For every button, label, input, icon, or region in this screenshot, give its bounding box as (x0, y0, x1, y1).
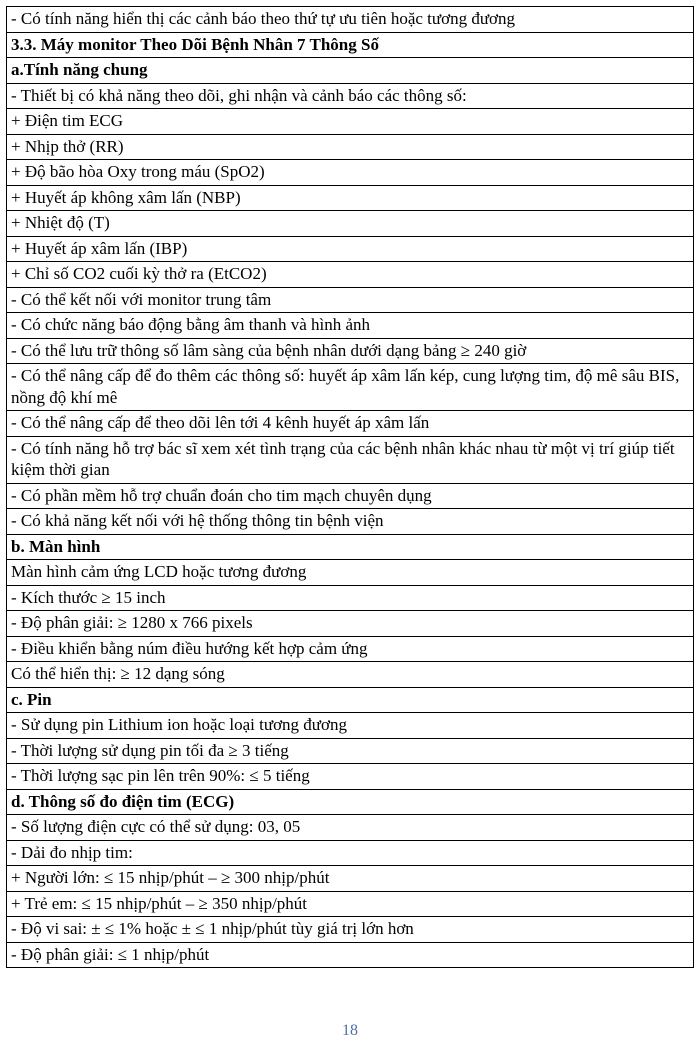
spec-item: - Có thể lưu trữ thông số lâm sàng của bệnh nhân dưới dạng bảng ≥ 240 giờ (7, 338, 694, 364)
spec-item: - Dải đo nhịp tim: (7, 840, 694, 866)
spec-item: - Có thể nâng cấp để đo thêm các thông số: huyết áp xâm lấn kép, cung lượng tim, độ mê sâu BIS, nồng độ khí mê (7, 364, 694, 411)
spec-row (7, 738, 694, 764)
spec-item: + Nhịp thở (RR) (7, 134, 694, 160)
spec-row (7, 7, 694, 33)
spec-row (7, 662, 694, 688)
spec-row (7, 840, 694, 866)
spec-row (7, 764, 694, 790)
spec-row (7, 185, 694, 211)
spec-item: + Chỉ số CO2 cuối kỳ thở ra (EtCO2) (7, 262, 694, 288)
section-heading: c. Pin (7, 687, 694, 713)
spec-item: Màn hình cảm ứng LCD hoặc tương đương (7, 560, 694, 586)
spec-item: - Độ phân giải: ≥ 1280 x 766 pixels (7, 611, 694, 637)
spec-row (7, 338, 694, 364)
spec-item: - Thời lượng sử dụng pin tối đa ≥ 3 tiếng (7, 738, 694, 764)
spec-item: - Có thể kết nối với monitor trung tâm (7, 287, 694, 313)
section-heading-row (7, 58, 694, 84)
spec-row (7, 313, 694, 339)
spec-item: - Kích thước ≥ 15 inch (7, 585, 694, 611)
spec-table-body (7, 7, 694, 968)
spec-table (6, 6, 694, 968)
spec-row (7, 585, 694, 611)
spec-item: - Có thể nâng cấp để theo dõi lên tới 4 kênh huyết áp xâm lấn (7, 411, 694, 437)
spec-item: - Có tính năng hiển thị các cảnh báo theo thứ tự ưu tiên hoặc tương đương (7, 7, 694, 33)
spec-item: - Điều khiển bằng núm điều hướng kết hợp cảm ứng (7, 636, 694, 662)
section-heading: b. Màn hình (7, 534, 694, 560)
section-heading: 3.3. Máy monitor Theo Dõi Bệnh Nhân 7 Thông Số (7, 32, 694, 58)
section-heading-row (7, 789, 694, 815)
spec-row (7, 866, 694, 892)
spec-item: - Có khả năng kết nối với hệ thống thông tin bệnh viện (7, 509, 694, 535)
spec-row (7, 815, 694, 841)
section-heading-row (7, 534, 694, 560)
spec-item: - Thiết bị có khả năng theo dõi, ghi nhận và cảnh báo các thông số: (7, 83, 694, 109)
spec-item: + Người lớn: ≤ 15 nhịp/phút – ≥ 300 nhịp/phút (7, 866, 694, 892)
section-heading-row (7, 687, 694, 713)
spec-row (7, 411, 694, 437)
spec-item: + Huyết áp không xâm lấn (NBP) (7, 185, 694, 211)
spec-item: - Có tính năng hỗ trợ bác sĩ xem xét tình trạng của các bệnh nhân khác nhau từ một vị trí giúp tiết kiệm thời gian (7, 436, 694, 483)
spec-row (7, 917, 694, 943)
spec-row (7, 83, 694, 109)
spec-row (7, 891, 694, 917)
spec-row (7, 436, 694, 483)
spec-item: - Độ phân giải: ≤ 1 nhịp/phút (7, 942, 694, 968)
spec-item: - Có phần mềm hỗ trợ chuẩn đoán cho tim mạch chuyên dụng (7, 483, 694, 509)
spec-item: + Nhiệt độ (T) (7, 211, 694, 237)
spec-item: - Số lượng điện cực có thể sử dụng: 03, 05 (7, 815, 694, 841)
spec-row (7, 942, 694, 968)
spec-row (7, 287, 694, 313)
spec-row (7, 134, 694, 160)
spec-item: + Độ bão hòa Oxy trong máu (SpO2) (7, 160, 694, 186)
spec-item: Có thể hiển thị: ≥ 12 dạng sóng (7, 662, 694, 688)
spec-item: - Thời lượng sạc pin lên trên 90%: ≤ 5 tiếng (7, 764, 694, 790)
spec-item: - Sử dụng pin Lithium ion hoặc loại tương đương (7, 713, 694, 739)
spec-row (7, 713, 694, 739)
section-heading: a.Tính năng chung (7, 58, 694, 84)
spec-row (7, 636, 694, 662)
spec-item: + Trẻ em: ≤ 15 nhịp/phút – ≥ 350 nhịp/phút (7, 891, 694, 917)
spec-row (7, 483, 694, 509)
spec-row (7, 364, 694, 411)
section-heading: d. Thông số đo điện tim (ECG) (7, 789, 694, 815)
spec-row (7, 236, 694, 262)
section-heading-row (7, 32, 694, 58)
spec-row (7, 560, 694, 586)
spec-item: - Độ vi sai: ± ≤ 1% hoặc ± ≤ 1 nhịp/phút tùy giá trị lớn hơn (7, 917, 694, 943)
spec-item: - Có chức năng báo động bằng âm thanh và hình ảnh (7, 313, 694, 339)
spec-row (7, 262, 694, 288)
spec-row (7, 211, 694, 237)
page-number: 18 (342, 1022, 358, 1039)
spec-item: + Điện tim ECG (7, 109, 694, 135)
spec-row (7, 509, 694, 535)
spec-row (7, 611, 694, 637)
spec-row (7, 160, 694, 186)
spec-row (7, 109, 694, 135)
spec-item: + Huyết áp xâm lấn (IBP) (7, 236, 694, 262)
